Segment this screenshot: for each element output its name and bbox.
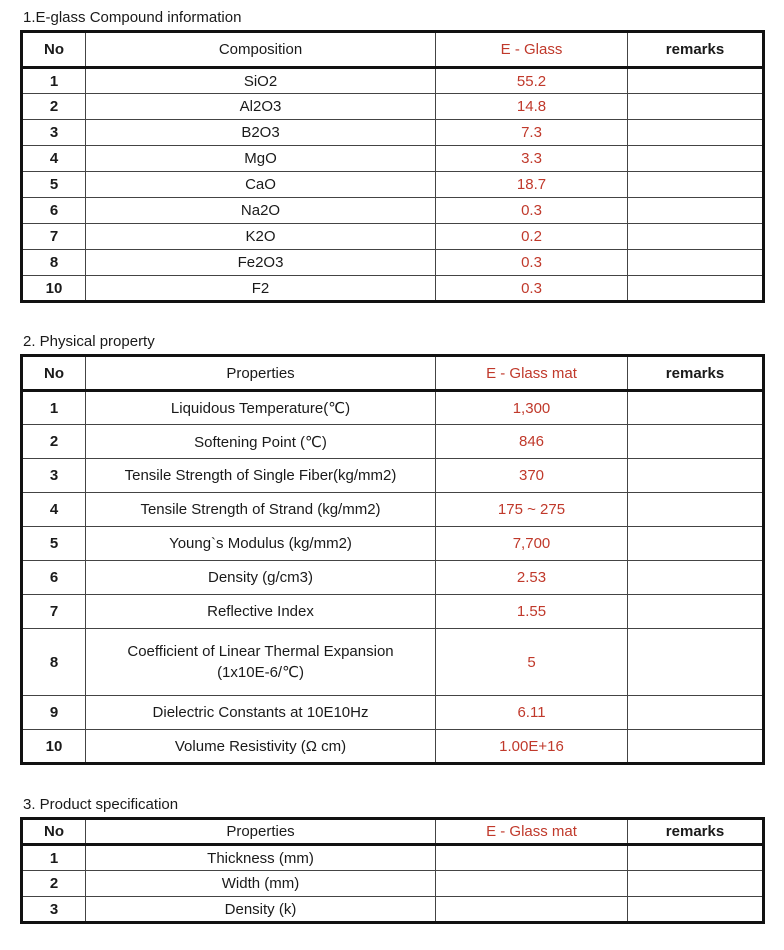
cell-remarks (628, 94, 764, 120)
cell-no: 6 (22, 561, 86, 595)
cell-name: SiO2 (86, 68, 436, 94)
cell-value: 5 (436, 629, 628, 696)
cell-value: 370 (436, 459, 628, 493)
cell-no: 1 (22, 68, 86, 94)
section2-title: 2. Physical property (23, 333, 155, 350)
compound-table (20, 30, 765, 303)
cell-value: 0.3 (436, 250, 628, 276)
cell-no: 3 (22, 120, 86, 146)
cell-name: Density (g/cm3) (86, 561, 436, 595)
cell-name: Tensile Strength of Strand (kg/mm2) (86, 493, 436, 527)
cell-name: Softening Point (℃) (86, 425, 436, 459)
table-row (22, 845, 764, 871)
cell-no: 2 (22, 94, 86, 120)
cell-no: 4 (22, 493, 86, 527)
table-row (22, 527, 764, 561)
cell-remarks (628, 871, 764, 897)
cell-name: Al2O3 (86, 94, 436, 120)
cell-name: Fe2O3 (86, 250, 436, 276)
cell-remarks (628, 425, 764, 459)
table-row (22, 561, 764, 595)
section3-title: 3. Product specification (23, 796, 179, 813)
table-row (22, 595, 764, 629)
table-row (22, 276, 764, 302)
cell-remarks (628, 696, 764, 730)
cell-no: 5 (22, 527, 86, 561)
table-header-row (22, 819, 764, 845)
cell-name: Na2O (86, 198, 436, 224)
cell-remarks (628, 68, 764, 94)
cell-remarks (628, 730, 764, 764)
cell-remarks (628, 276, 764, 302)
cell-no: 2 (22, 425, 86, 459)
cell-name: K2O (86, 224, 436, 250)
table-row (22, 730, 764, 764)
cell-no: 3 (22, 897, 86, 923)
header-properties: Properties (86, 356, 436, 391)
table-row (22, 425, 764, 459)
cell-value: 0.3 (436, 198, 628, 224)
cell-name: Dielectric Constants at 10E10Hz (86, 696, 436, 730)
table-header-row (22, 356, 764, 391)
cell-remarks (628, 561, 764, 595)
cell-name: Width (mm) (86, 871, 436, 897)
cell-value: 1.55 (436, 595, 628, 629)
cell-no: 8 (22, 629, 86, 696)
header-composition: Composition (86, 32, 436, 68)
cell-no: 5 (22, 172, 86, 198)
table-row (22, 696, 764, 730)
cell-no: 4 (22, 146, 86, 172)
cell-value: 1,300 (436, 391, 628, 425)
header-no: No (22, 32, 86, 68)
cell-value: 18.7 (436, 172, 628, 198)
cell-no: 7 (22, 224, 86, 250)
cell-no: 10 (22, 276, 86, 302)
cell-value: 175 ~ 275 (436, 493, 628, 527)
table-row (22, 120, 764, 146)
cell-name: Tensile Strength of Single Fiber(kg/mm2) (86, 459, 436, 493)
cell-remarks (628, 172, 764, 198)
cell-name: MgO (86, 146, 436, 172)
cell-remarks (628, 250, 764, 276)
cell-no: 3 (22, 459, 86, 493)
physical-property-table (20, 354, 765, 765)
product-spec-table (20, 817, 765, 924)
cell-no: 7 (22, 595, 86, 629)
cell-value: 2.53 (436, 561, 628, 595)
cell-remarks (628, 120, 764, 146)
cell-value: 0.3 (436, 276, 628, 302)
cell-name-line2: (1x10E-6/℃) (217, 664, 304, 681)
table-row (22, 250, 764, 276)
header-remarks: remarks (628, 356, 764, 391)
cell-name: Liquidous Temperature(℃) (86, 391, 436, 425)
cell-name: Reflective Index (86, 595, 436, 629)
cell-value: 55.2 (436, 68, 628, 94)
cell-value: 0.2 (436, 224, 628, 250)
cell-name: Volume Resistivity (Ω cm) (86, 730, 436, 764)
cell-name: B2O3 (86, 120, 436, 146)
cell-no: 1 (22, 391, 86, 425)
cell-remarks (628, 527, 764, 561)
cell-remarks (628, 629, 764, 696)
cell-value: 846 (436, 425, 628, 459)
cell-no: 6 (22, 198, 86, 224)
table-header-row (22, 32, 764, 68)
cell-value: 7.3 (436, 120, 628, 146)
section1-title: 1.E-glass Compound information (23, 9, 242, 26)
cell-value (436, 871, 628, 897)
cell-name: Young`s Modulus (kg/mm2) (86, 527, 436, 561)
header-remarks: remarks (628, 819, 764, 845)
table-row (22, 629, 764, 696)
cell-remarks (628, 391, 764, 425)
header-no: No (22, 356, 86, 391)
header-value: E - Glass mat (436, 356, 628, 391)
table-row (22, 146, 764, 172)
cell-remarks (628, 459, 764, 493)
cell-value: 14.8 (436, 94, 628, 120)
cell-name (86, 629, 436, 696)
cell-name: F2 (86, 276, 436, 302)
table-row (22, 897, 764, 923)
cell-remarks (628, 224, 764, 250)
table-row (22, 172, 764, 198)
table-row (22, 94, 764, 120)
cell-value (436, 845, 628, 871)
cell-no: 2 (22, 871, 86, 897)
cell-remarks (628, 845, 764, 871)
cell-value: 1.00E+16 (436, 730, 628, 764)
cell-no: 1 (22, 845, 86, 871)
cell-no: 8 (22, 250, 86, 276)
table-row (22, 68, 764, 94)
cell-no: 9 (22, 696, 86, 730)
cell-value: 3.3 (436, 146, 628, 172)
header-properties: Properties (86, 819, 436, 845)
cell-remarks (628, 198, 764, 224)
table-row (22, 493, 764, 527)
cell-value: 7,700 (436, 527, 628, 561)
table-row (22, 871, 764, 897)
table-row (22, 459, 764, 493)
cell-remarks (628, 493, 764, 527)
cell-name: CaO (86, 172, 436, 198)
table-row (22, 198, 764, 224)
cell-no: 10 (22, 730, 86, 764)
cell-name-line1: Coefficient of Linear Thermal Expansion (127, 643, 394, 660)
header-remarks: remarks (628, 32, 764, 68)
table-row (22, 224, 764, 250)
cell-name: Thickness (mm) (86, 845, 436, 871)
cell-remarks (628, 595, 764, 629)
cell-name: Density (k) (86, 897, 436, 923)
header-no: No (22, 819, 86, 845)
header-value: E - Glass mat (436, 819, 628, 845)
cell-remarks (628, 146, 764, 172)
cell-value (436, 897, 628, 923)
cell-remarks (628, 897, 764, 923)
header-value: E - Glass (436, 32, 628, 68)
table-row (22, 391, 764, 425)
cell-value: 6.11 (436, 696, 628, 730)
